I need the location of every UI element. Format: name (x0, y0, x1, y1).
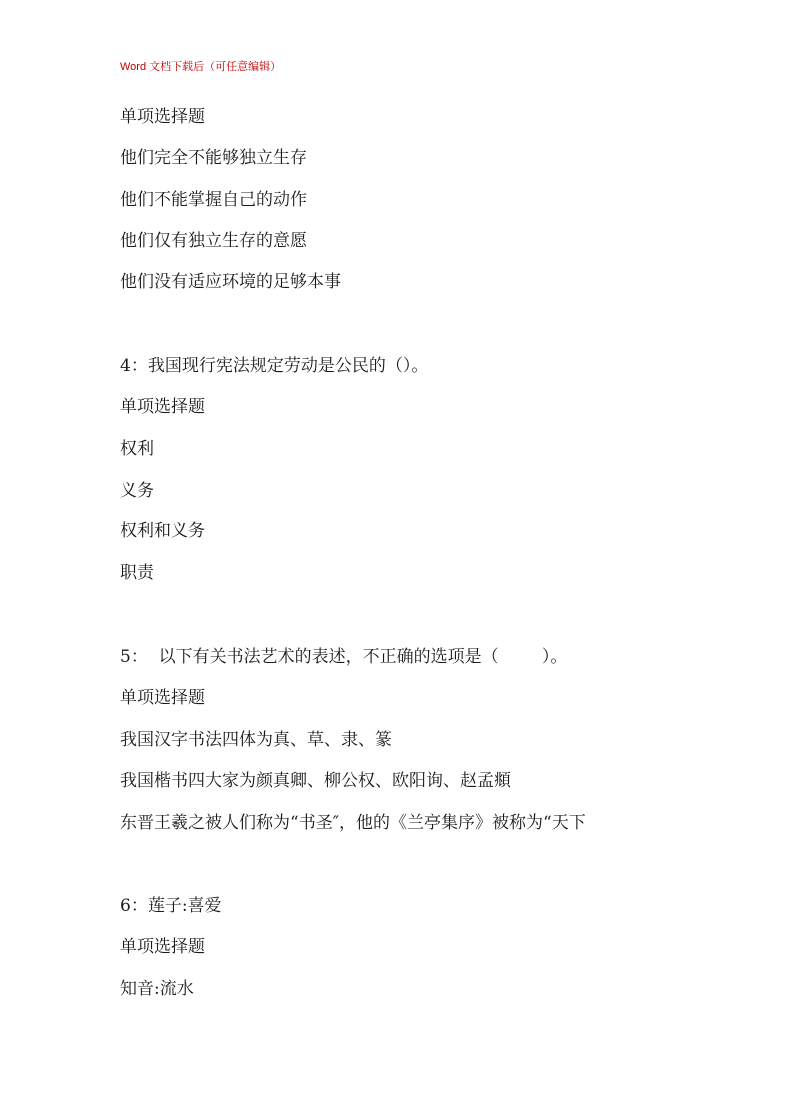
answer-option: 义务 (120, 481, 154, 501)
answer-option: 他们完全不能够独立生存 (120, 148, 307, 168)
page-header: Word 文档下载后（可任意编辑） (120, 61, 282, 73)
question-type-label: 单项选择题 (120, 107, 205, 127)
answer-option: 他们没有适应环境的足够本事 (120, 272, 341, 292)
question-type-label: 单项选择题 (120, 688, 205, 708)
answer-option: 他们不能掌握自己的动作 (120, 190, 307, 210)
question-5-text: 5： 以下有关书法艺术的表述，不正确的选项是（ ）。 (120, 647, 568, 667)
question-4-text: 4：我国现行宪法规定劳动是公民的（）。 (120, 356, 429, 376)
answer-option: 他们仅有独立生存的意愿 (120, 231, 307, 251)
answer-option: 职责 (120, 563, 154, 583)
answer-option: 我国楷书四大家为颜真卿、柳公权、欧阳询、赵孟頫 (120, 771, 511, 791)
answer-option: 知音:流水 (120, 979, 194, 999)
question-6-text: 6：莲子:喜爱 (120, 896, 222, 916)
answer-option: 我国汉字书法四体为真、草、隶、篆 (120, 730, 392, 750)
answer-option: 权利 (120, 439, 154, 459)
answer-option: 权利和义务 (120, 521, 205, 541)
question-type-label: 单项选择题 (120, 937, 205, 957)
answer-option: 东晋王羲之被人们称为“书圣″，他的《兰亭集序》被称为“天下 (120, 813, 586, 833)
question-type-label: 单项选择题 (120, 397, 205, 417)
